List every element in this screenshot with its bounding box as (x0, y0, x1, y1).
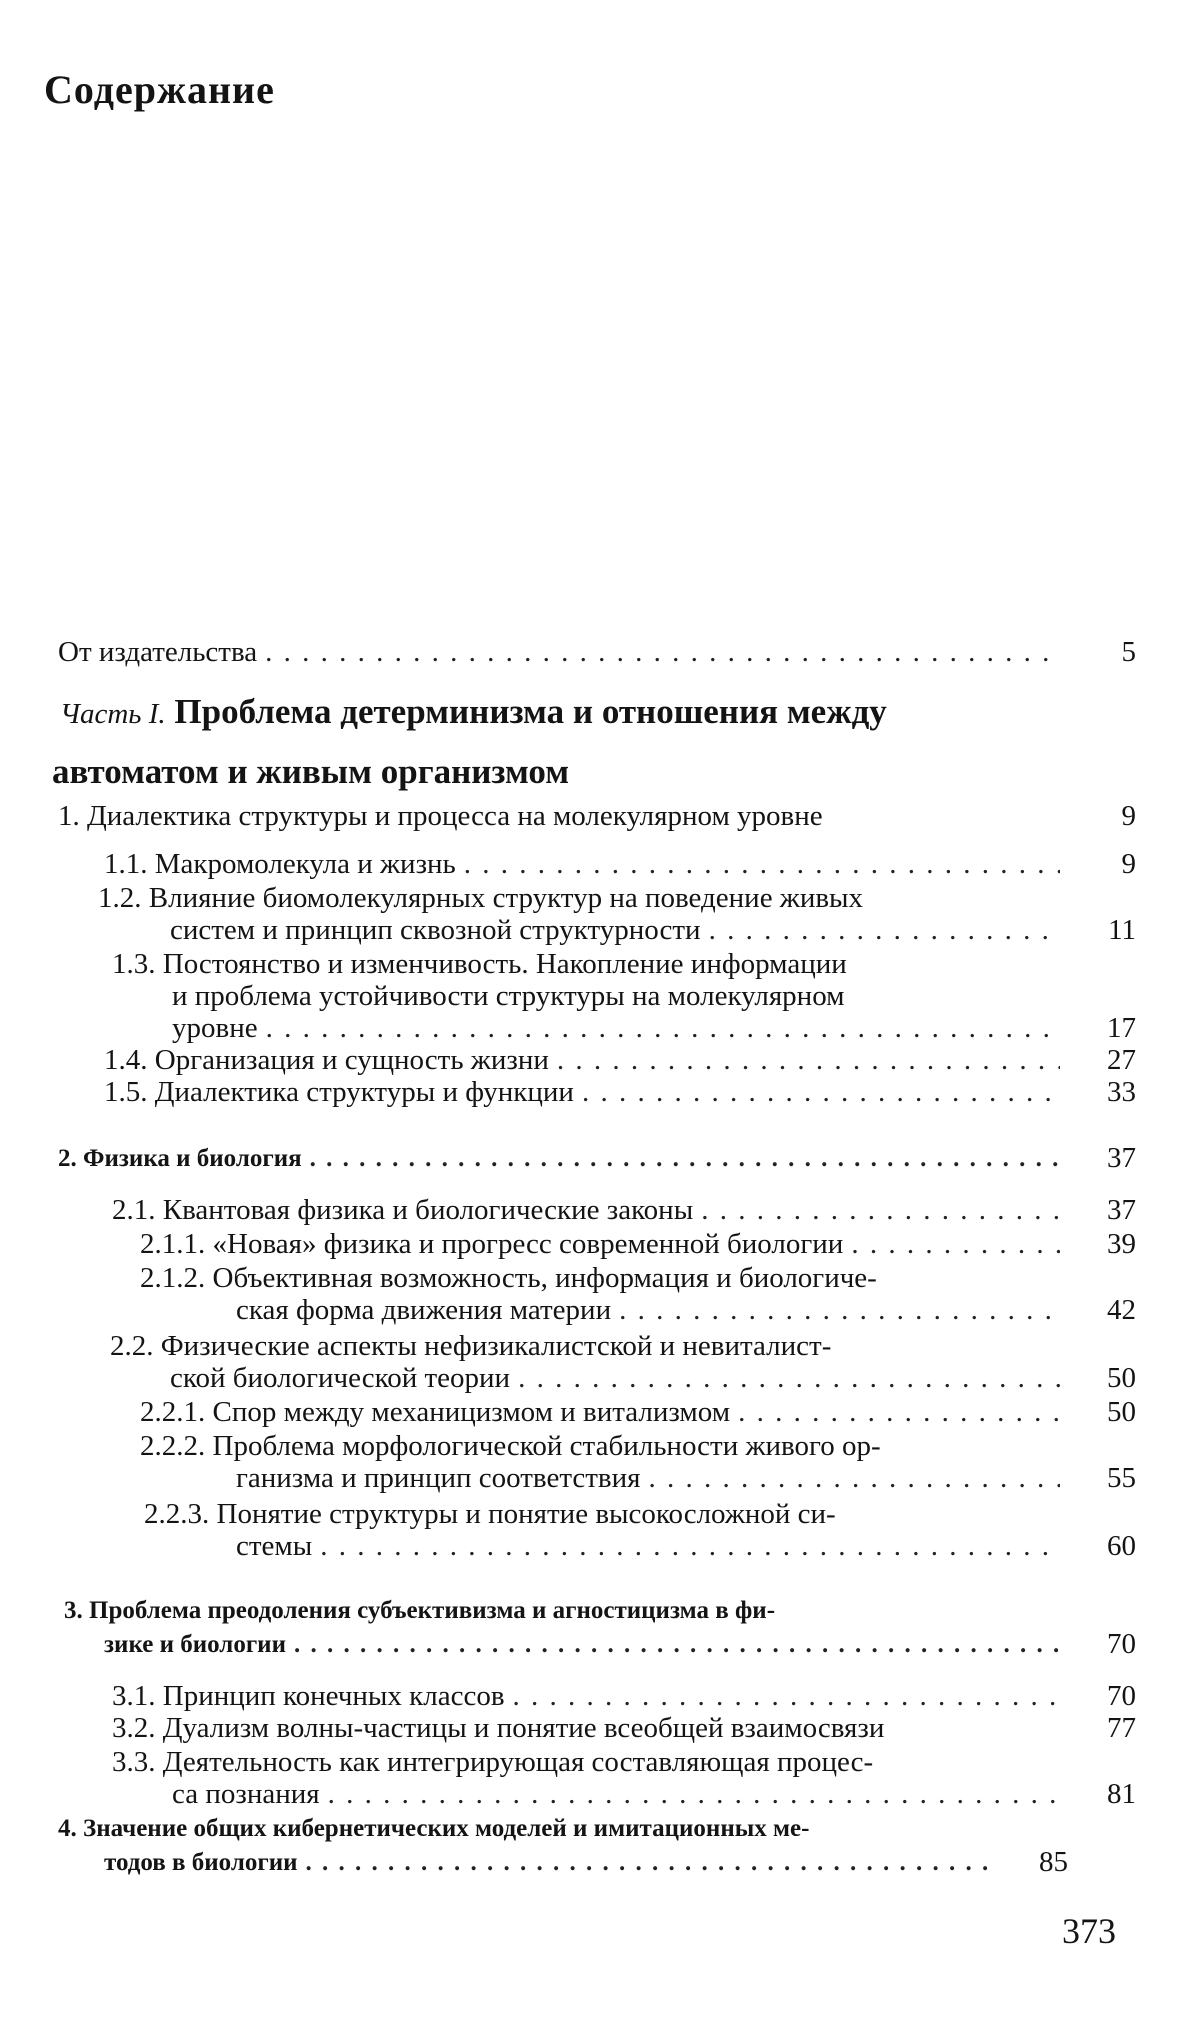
toc-entry-line (64, 1594, 775, 1627)
toc-entry-title: ской биологической теории (170, 1362, 511, 1394)
dot-leader (505, 1680, 1060, 1713)
toc-entry-title: Проблема преодоления субъективизма и агностицизма в фи- (89, 1597, 776, 1624)
toc-entry-number: 2.1. (112, 1194, 156, 1226)
toc-page-number: 55 (1107, 1462, 1136, 1494)
toc-entry-number: 1.3. (112, 948, 156, 980)
dot-leader (574, 1076, 1060, 1109)
toc-entry-number: 2.1.2. (140, 1262, 206, 1294)
toc-page-number: 37 (1107, 1142, 1136, 1174)
toc-entry-number: 1. (58, 800, 80, 832)
toc-entry-line (170, 1362, 1060, 1395)
toc-page-number: 9 (1121, 800, 1136, 832)
dot-leader (693, 1194, 1060, 1227)
toc-entry-number: 1.1. (104, 848, 148, 880)
toc-entry-title: Организация и сущность жизни (154, 1044, 549, 1076)
toc-entry-title: Спор между механицизмом и витализмом (212, 1396, 731, 1428)
toc-entry-title: Диалектика структуры и процесса на молекулярном уровне (87, 800, 823, 832)
toc-entry-title: ганизма и принцип соответствия (236, 1462, 641, 1494)
toc-entry-title: Принцип конечных классов (162, 1680, 505, 1712)
toc-entry-line (112, 1712, 884, 1745)
page-title: Содержание (44, 67, 275, 112)
toc-page-number: 37 (1107, 1194, 1136, 1226)
toc-entry-title: Понятие структуры и понятие высокосложной си- (216, 1498, 836, 1530)
toc-entry-title: Квантовая физика и биологические законы (162, 1194, 694, 1226)
toc-entry-title: са познания (172, 1778, 320, 1810)
dot-leader (611, 1294, 1060, 1327)
part-heading (60, 692, 887, 732)
dot-leader (320, 1778, 1060, 1811)
toc-page-number: 39 (1107, 1228, 1136, 1260)
toc-entry-number: 3.3. (112, 1746, 156, 1778)
toc-entry-title: Влияние биомолекулярных структур на поведение живых (148, 882, 864, 914)
toc-entry-number: 2.2.2. (140, 1430, 206, 1462)
toc-entry-text (104, 1044, 549, 1077)
toc-entry-text (112, 1680, 505, 1713)
toc-entry-line (140, 1262, 877, 1295)
dot-leader (257, 636, 1060, 669)
dot-leader (286, 1628, 1060, 1661)
toc-entry-line (144, 1498, 836, 1531)
toc-entry-title: Диалектика структуры и функции (154, 1076, 574, 1108)
toc-entry-line (104, 1044, 1060, 1077)
toc-entry-number: 2.2.3. (144, 1498, 210, 1530)
toc-entry-number: 3. (64, 1597, 83, 1624)
toc-entry-title: Физические аспекты нефизикалистской и невиталист- (160, 1330, 832, 1362)
toc-page-number: 42 (1107, 1294, 1136, 1326)
toc-entry-line (236, 1530, 1060, 1563)
toc-page-number: 9 (1121, 848, 1136, 880)
toc-entry-number: 3.1. (112, 1680, 156, 1712)
toc-entry-title: тодов в биологии (104, 1849, 298, 1876)
toc-entry-line (236, 1462, 1060, 1495)
toc-entry-line (110, 1330, 831, 1363)
dot-leader (640, 1462, 1060, 1495)
toc-entry-number: 1.4. (104, 1044, 148, 1076)
toc-entry-number: 2. (58, 1145, 77, 1172)
part-title-line2: автоматом и живым организмом (52, 752, 570, 791)
toc-entry-title: систем и принцип сквозной структурности (170, 914, 701, 946)
page-number: 373 (1062, 1911, 1116, 1951)
toc-page-number: 5 (1121, 636, 1136, 668)
toc-page-number: 70 (1107, 1628, 1136, 1660)
toc-page-number: 60 (1107, 1530, 1136, 1562)
toc-entry-line (98, 882, 863, 915)
toc-entry-title: Постоянство и изменчивость. Накопление информации (162, 948, 847, 980)
toc-entry-title: и проблема устойчивости структуры на молекулярном (172, 980, 845, 1012)
toc-entry-number: 1.5. (104, 1076, 148, 1108)
toc-entry-line (104, 848, 1060, 881)
dot-leader (701, 914, 1060, 947)
toc-entry-title: Дуализм волны-частицы и понятие всеобщей взаимосвязи (162, 1712, 885, 1744)
toc-entry-title: Макромолекула и жизнь (154, 848, 456, 880)
dot-leader (730, 1396, 1060, 1429)
toc-page-number: 11 (1108, 914, 1136, 946)
toc-entry-line (172, 1778, 1060, 1811)
toc-page-number: 77 (1107, 1712, 1136, 1744)
part-title-line1: Проблема детерминизма и отношения между (174, 692, 887, 731)
dot-leader (298, 1846, 994, 1879)
dot-leader (510, 1362, 1060, 1395)
toc-entry-text (58, 1142, 302, 1175)
toc-entry-line (112, 1680, 1060, 1713)
toc-page-number: 27 (1107, 1044, 1136, 1076)
toc-entry-number: 2.2.1. (140, 1396, 206, 1428)
toc-entry-title: Физика и биология (83, 1145, 302, 1172)
dot-leader (549, 1044, 1060, 1077)
toc-entry-line (58, 636, 1060, 669)
toc-entry-text (112, 1194, 693, 1227)
toc-entry-number: 3.2. (112, 1712, 156, 1744)
toc-entry-text (104, 1076, 574, 1109)
toc-entry-line (236, 1294, 1060, 1327)
toc-page-number: 81 (1107, 1778, 1136, 1810)
toc-page-number: 17 (1107, 1012, 1136, 1044)
toc-entry-title: «Новая» физика и прогресс современной биологии (212, 1228, 844, 1260)
toc-entry-line (58, 800, 823, 833)
toc-entry-number: 4. (58, 1815, 77, 1842)
toc-entry-title: Деятельность как интегрирующая составляющая процес- (162, 1746, 874, 1778)
toc-entry-line (112, 1746, 873, 1779)
toc-entry-line (104, 1628, 1060, 1661)
toc-entry-text (140, 1228, 843, 1261)
toc-entry-text (140, 1396, 730, 1429)
toc-entry-line (140, 1228, 1060, 1261)
toc-entry-line (112, 1194, 1060, 1227)
toc-entry-title: стемы (236, 1530, 313, 1562)
toc-entry-line (172, 1012, 1060, 1045)
toc-entry-title: ская форма движения материи (236, 1294, 612, 1326)
toc-entry-line (170, 914, 1060, 947)
dot-leader (843, 1228, 1060, 1261)
dot-leader (302, 1142, 1060, 1175)
dot-leader (456, 848, 1060, 881)
dot-leader (312, 1530, 1060, 1563)
toc-page-number: 50 (1107, 1362, 1136, 1394)
toc-entry-title: Значение общих кибернетических моделей и имитационных ме- (83, 1815, 810, 1842)
toc-entry-line (104, 1846, 994, 1879)
toc-entry-title: Объективная возможность, информация и биологиче- (212, 1262, 877, 1294)
toc-entry-line (112, 948, 847, 981)
toc-entry-line (140, 1430, 881, 1463)
toc-entry-title: зике и биологии (104, 1631, 286, 1658)
toc-page-number: 50 (1107, 1396, 1136, 1428)
toc-entry-line (58, 1812, 809, 1845)
toc-entry-number: 2.2. (110, 1330, 154, 1362)
dot-leader (258, 1012, 1060, 1045)
toc-entry-title: Проблема морфологической стабильности живого ор- (212, 1430, 881, 1462)
toc-entry-text (104, 848, 456, 881)
part-label: Часть I. (60, 698, 166, 730)
toc-page-number: 85 (1039, 1846, 1068, 1878)
toc-entry-line (140, 1396, 1060, 1429)
toc-entry-title: уровне (172, 1012, 258, 1044)
toc-entry-number: 1.2. (98, 882, 142, 914)
toc-entry-number: 2.1.1. (140, 1228, 206, 1260)
toc-entry-line (104, 1076, 1060, 1109)
toc-entry-line (58, 1142, 1060, 1175)
toc-entry-title: От издательства (58, 636, 258, 668)
toc-page-number: 33 (1107, 1076, 1136, 1108)
toc-page-number: 70 (1107, 1680, 1136, 1712)
